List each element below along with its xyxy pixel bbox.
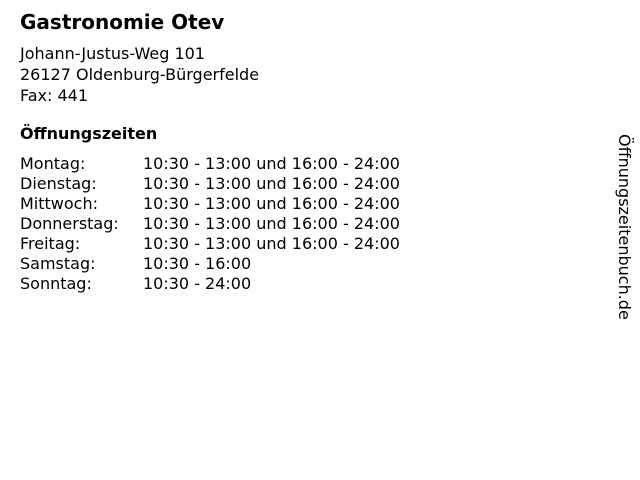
business-name: Gastronomie Otev — [20, 10, 225, 34]
day-label: Mittwoch: — [20, 194, 98, 213]
day-label: Donnerstag: — [20, 214, 119, 233]
day-label: Samstag: — [20, 254, 96, 273]
time-range: 10:30 - 13:00 und 16:00 - 24:00 — [143, 234, 400, 253]
hours-row-wednesday — [20, 194, 400, 214]
hours-row-tuesday — [20, 174, 400, 194]
day-label: Montag: — [20, 154, 86, 173]
day-label: Sonntag: — [20, 274, 92, 293]
hours-row-thursday — [20, 214, 400, 234]
fax-number: Fax: 441 — [20, 86, 89, 105]
time-range: 10:30 - 13:00 und 16:00 - 24:00 — [143, 174, 400, 193]
address-block — [20, 43, 259, 106]
hours-row-saturday — [20, 254, 400, 274]
time-range: 10:30 - 16:00 — [143, 254, 252, 273]
day-label: Dienstag: — [20, 174, 97, 193]
hours-row-sunday — [20, 274, 400, 294]
opening-hours-heading: Öffnungszeiten — [20, 124, 158, 143]
hours-row-friday — [20, 234, 400, 254]
site-watermark: Öffnungszeitenbuch.de — [615, 134, 634, 320]
hours-row-monday — [20, 154, 400, 174]
day-label: Freitag: — [20, 234, 81, 253]
time-range: 10:30 - 24:00 — [143, 274, 252, 293]
street-address: Johann-Justus-Weg 101 — [20, 44, 205, 63]
city-address: 26127 Oldenburg-Bürgerfelde — [20, 65, 260, 84]
opening-hours-table — [20, 154, 400, 294]
time-range: 10:30 - 13:00 und 16:00 - 24:00 — [143, 154, 400, 173]
time-range: 10:30 - 13:00 und 16:00 - 24:00 — [143, 194, 400, 213]
time-range: 10:30 - 13:00 und 16:00 - 24:00 — [143, 214, 400, 233]
